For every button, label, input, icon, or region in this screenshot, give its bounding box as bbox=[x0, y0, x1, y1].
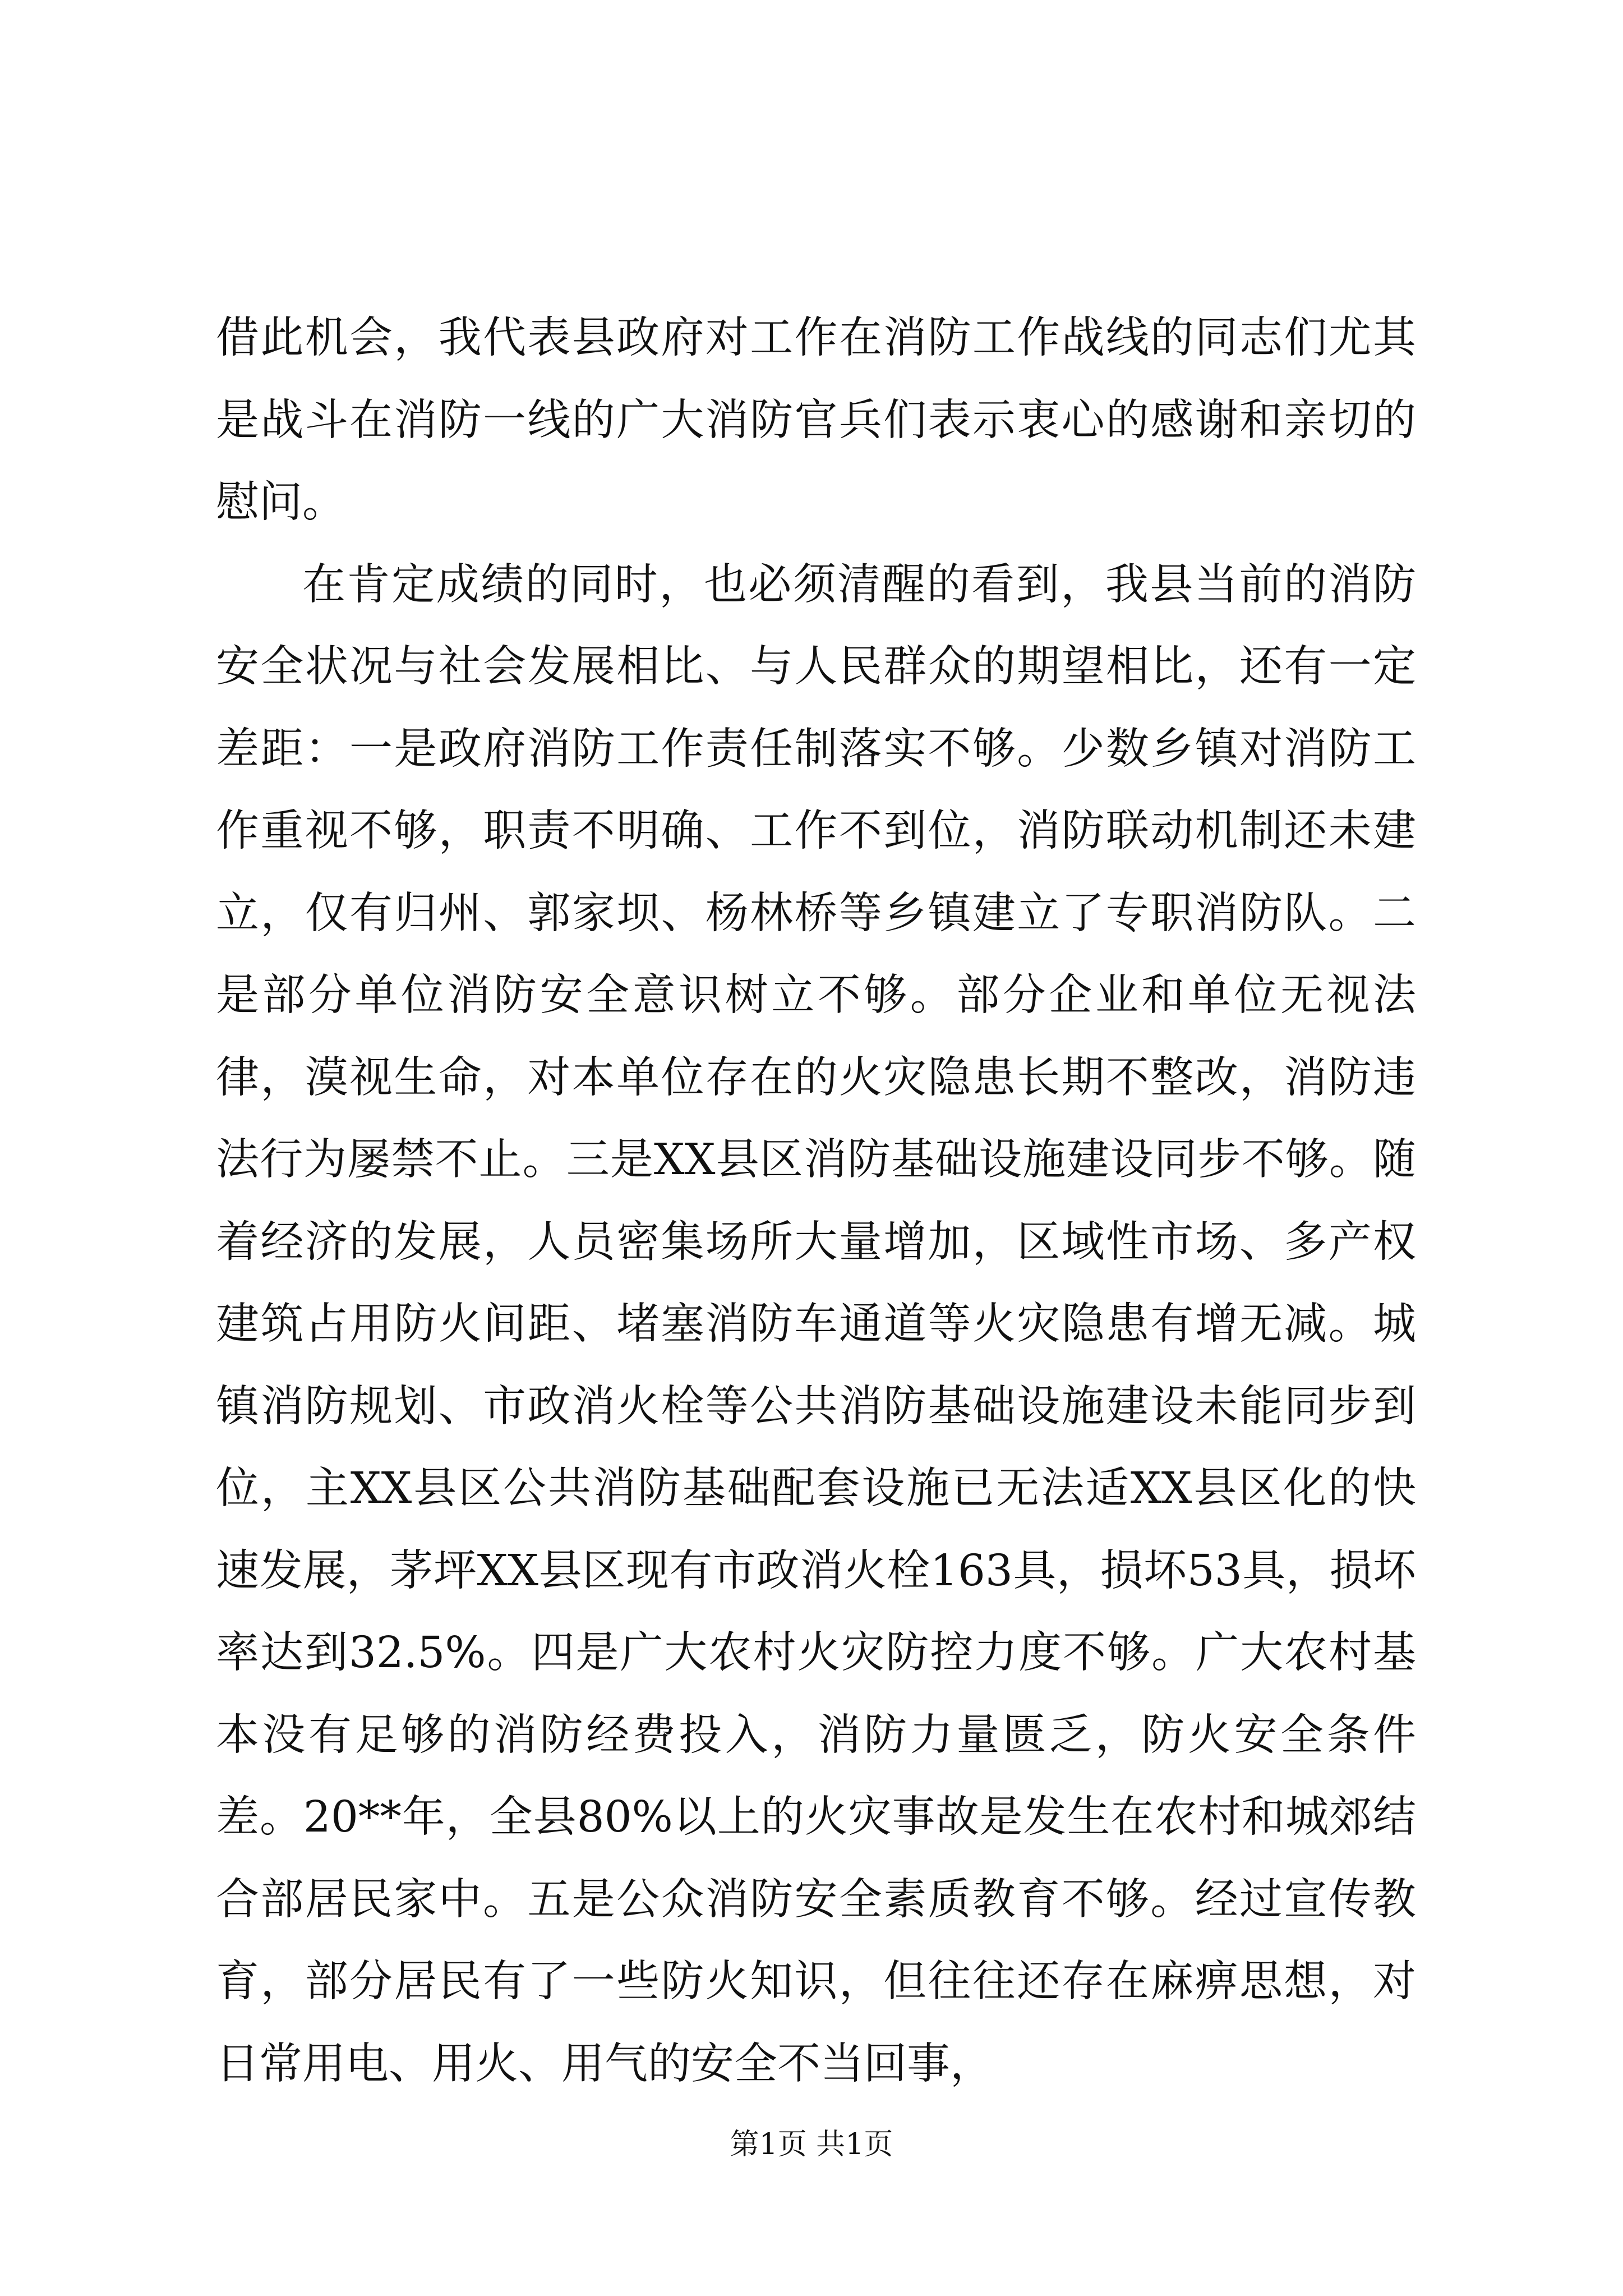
paragraph-shortcomings: 在肯定成绩的同时，也必须清醒的看到，我县当前的消防安全状况与社会发展相比、与人民群众的期望相比，还有一定差距：一是政府消防工作责任制落实不够。少数乡镇对消防工作重视不够，职责不明确、工作不到位，消防联动机制还未建立，仅有归州、郭家坝、杨林桥等乡镇建立了专职消防队。二是部分单位消防安全意识树立不够。部分企业和单位无视法律，漠视生命，对本单位存在的火灾隐患长期不整改，消防违法行为屡禁不止。三是XX县区消防基础设施建设同步不够。随着经济的发展，人员密集场所大量增加，区域性市场、多产权建筑占用防火间距、堵塞消防车通道等火灾隐患有增无减。城镇消防规划、市政消火栓等公共消防基础设施建设未能同步到位，主XX县区公共消防基础配套设施已无法适XX县区化的快速发展，茅坪XX县区现有市政消火栓163具，损坏53具，损坏率达到32.5%。四是广大农村火灾防控力度不够。广大农村基本没有足够的消防经费投入，消防力量匮乏，防火安全条件差。20**年，全县80%以上的火灾事故是发生在农村和城郊结合部居民家中。五是公众消防安全素质教育不够。经过宣传教育，部分居民有了一些防火知识，但往往还存在麻痹思想，对日常用电、用火、用气的安全不当回事， bbox=[216, 559, 1416, 2089]
page-footer: 第1页 共1页 bbox=[730, 2128, 893, 2161]
paragraph-condolence: 借此机会，我代表县政府对工作在消防工作战线的同志们尤其是战斗在消防一线的广大消防官兵们表示衷心的感谢和亲切的慰问。 bbox=[216, 313, 1416, 527]
body-text bbox=[216, 297, 1416, 2105]
